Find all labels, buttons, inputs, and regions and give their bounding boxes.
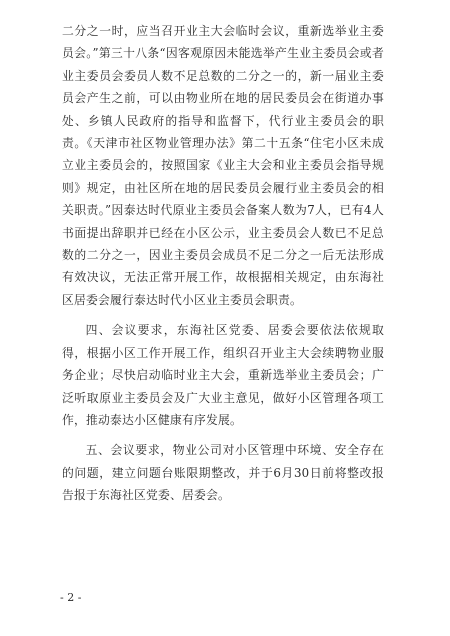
document-body (62, 20, 384, 515)
paragraph-item-four: 四、会议要求，东海社区党委、居委会要依法依规取得，根据小区工作开展工作，组织召开业主大会续聘物业服务企业；尽快启动临时业主大会，重新选举业主委员会；广泛听取原业主委员会及广大业主意见，做好小区管理各项工作，推动泰达小区健康有序发展。 (62, 323, 384, 427)
paragraph-continuation: 二分之一时，应当召开业主大会临时会议，重新选举业主委员会。”第三十八条“因客观原因未能选举产生业主委员会或者业主委员会委员人数不足总数的二分之一的，新一届业主委员会产生之前，可以由物业所在地的居民委员会在街道办事处、乡镇人民政府的指导和监督下，代行业主委员会的职责。《天津市社区物业管理办法》第二十五条“住宅小区未成立业主委员会的，按照国家《业主大会和业主委员会指导规则》规定，由社区所在地的居民委员会履行业主委员会的相关职责。”因泰达时代原业主委员会备案人数为7人，已有4人书面提出辞职并已经在小区公示，业主委员会人数已不足总数的二分之一，因业主委员会成员不足二分之一后无法形成有效决议，无法正常开展工作，故根据相关规定，由东海社区居委会履行泰达时代小区业主委员会职责。 (62, 24, 384, 307)
paragraph-item-five: 五、会议要求，物业公司对小区管理中环境、安全存在的问题，建立问题台账限期整改，并于6月30日前将整改报告报于东海社区党委、居委会。 (62, 443, 384, 503)
page-number: - 2 - (60, 591, 82, 604)
